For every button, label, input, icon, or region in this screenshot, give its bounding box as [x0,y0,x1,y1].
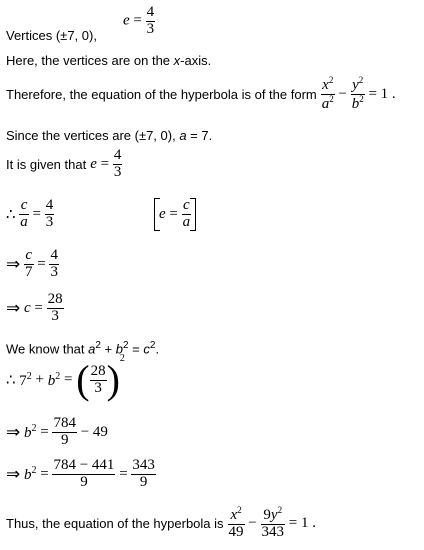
denominator: 9 [80,473,88,490]
denominator: 3 [51,307,59,324]
b-var: b [47,372,56,389]
a-var: a [182,213,191,230]
c-over-a-bracket [182,198,192,231]
x-var: x [230,507,238,523]
equals: = [64,371,73,388]
plus: + [100,341,116,357]
b-var: b [24,466,32,483]
a-post: = 7. [186,128,213,143]
bracket-bottom-left [155,230,160,231]
bracket-formula [154,198,196,231]
denominator: 7 [25,263,33,280]
numerator: 4 [146,4,155,20]
minus: − [248,514,257,531]
e-symbol: e [90,155,97,172]
exp: 2 [237,505,242,515]
exp: 2 [328,75,334,85]
denominator: 9 [139,473,148,490]
therefore-symbol: ∴ [6,372,16,389]
y2-over-b2 [351,76,365,113]
c-var: c [25,247,33,263]
a-var: a [179,128,187,143]
seven-squared [19,370,32,389]
exp: 2 [31,464,37,476]
y-var: y [270,507,278,523]
form-text: Therefore, the equation of the hyperbola is of the form [6,86,317,102]
c-var: c [143,341,150,357]
axis-var: x [173,53,181,68]
exp: 2 [95,340,101,351]
final-text: Thus, the equation of the hyperbola is [6,515,224,531]
b-var: b [115,341,123,357]
given-text: It is given that [6,156,87,172]
x2-over-a2 [321,76,335,113]
c-over-a-line [6,197,191,231]
denominator: 3 [94,379,102,396]
9y2-over-343 [261,506,286,541]
fraction-343-9 [131,458,156,491]
bracket-bottom-right [190,230,195,231]
exp: 2 [329,93,334,104]
axis-post: -axis. [180,53,212,68]
bracket-top-left [155,198,160,199]
a-var: a [20,213,28,230]
equals: = [169,205,178,222]
implies-symbol: ⇒ [6,254,21,275]
implies-symbol: ⇒ [6,464,21,485]
denominator: 3 [146,20,155,37]
equals: = [119,465,128,482]
equals: = [32,205,42,222]
exp: 2 [277,505,283,515]
denominator: 3 [50,263,58,280]
equals-one: = 1 . [368,85,396,102]
fraction-28-3 [90,364,107,397]
final-equation [228,505,316,540]
numerator: 28 [47,291,63,307]
numerator: 4 [45,197,54,213]
numerator: 28 [90,362,106,379]
hyperbola-form-line [6,76,396,113]
equals: = [100,155,110,172]
denominator: 9 [60,431,69,448]
equals: = [34,299,43,316]
fraction-784-minus-441-9 [52,458,115,491]
c-var: c [20,197,28,213]
a-pre: Since the vertices are (±7, 0), [6,128,180,143]
exp: 2 [149,340,156,351]
c-var: c [24,299,31,316]
b-squared [24,422,37,441]
vertices-text: Vertices (±7, 0), [6,28,97,43]
left-paren: ( [76,357,90,402]
fraction-4-3 [49,248,59,281]
fraction-4-3 [45,198,55,231]
c-over-7 [24,248,34,281]
fraction-784-9 [52,416,77,449]
numerator: 784 − 441 [53,457,115,473]
know-text: We know that [6,341,89,357]
exp: 2 [359,93,364,104]
seven: 7 [19,372,27,389]
denominator: 49 [228,523,244,540]
c-over-7-line [6,248,59,281]
given-e-eq [90,147,122,180]
exp: 2 [119,353,125,365]
fraction-4-3 [146,5,156,38]
b2-line-1 [6,416,108,449]
equals: = [133,12,142,29]
a-var: a [88,341,96,357]
exp: 2 [123,340,129,351]
x2-over-49 [228,506,245,541]
eccentricity-eq [123,5,155,38]
b-var: b [351,95,360,112]
a-value-line [6,128,212,143]
equals: = [40,423,49,440]
equals: = [128,341,144,357]
implies-symbol: ⇒ [6,422,21,443]
c-value-line [6,292,64,325]
plus: + [35,371,45,388]
numerator: 4 [50,247,58,263]
fraction-28-3 [47,292,64,325]
pythagoras-line [6,340,159,356]
exp: 2 [358,75,364,85]
b-squared [47,370,61,389]
therefore-symbol: ∴ [6,206,16,223]
e-symbol: e [123,12,130,29]
c-var: c [183,197,190,213]
nine: 9 [263,507,271,523]
exp: 2 [31,422,37,434]
denominator: 3 [45,213,54,230]
equals: = [40,465,49,482]
y-var: y [352,77,359,93]
right-paren: ) [106,357,120,402]
implies-symbol: ⇒ [6,298,21,319]
minus-49: − 49 [80,423,108,440]
bracket-top-right [190,198,195,199]
final-equation-line [6,506,316,541]
substitution-line [6,353,125,402]
denominator: 343 [261,523,285,540]
given-e-line [6,148,122,181]
x-var: x [322,77,329,93]
numerator: 343 [132,457,155,473]
numerator: 4 [113,147,122,163]
e-symbol: e [159,205,166,222]
a-var: a [321,95,330,112]
c-over-a [19,198,29,231]
standard-form-eq [321,75,396,112]
equals: = [37,255,46,272]
b-squared [24,464,37,483]
exp: 2 [55,370,61,382]
fraction-4-3 [113,148,123,181]
period: . [155,341,160,357]
axis-pre: Here, the vertices are on the [6,53,174,68]
exp: 2 [26,370,32,382]
denominator: 3 [113,163,122,180]
equals-one: = 1 . [288,514,316,531]
numerator: 784 [53,415,76,431]
b2-line-2 [6,458,156,491]
minus: − [338,85,347,102]
vertices-axis-line [6,53,211,68]
b-var: b [24,424,32,441]
